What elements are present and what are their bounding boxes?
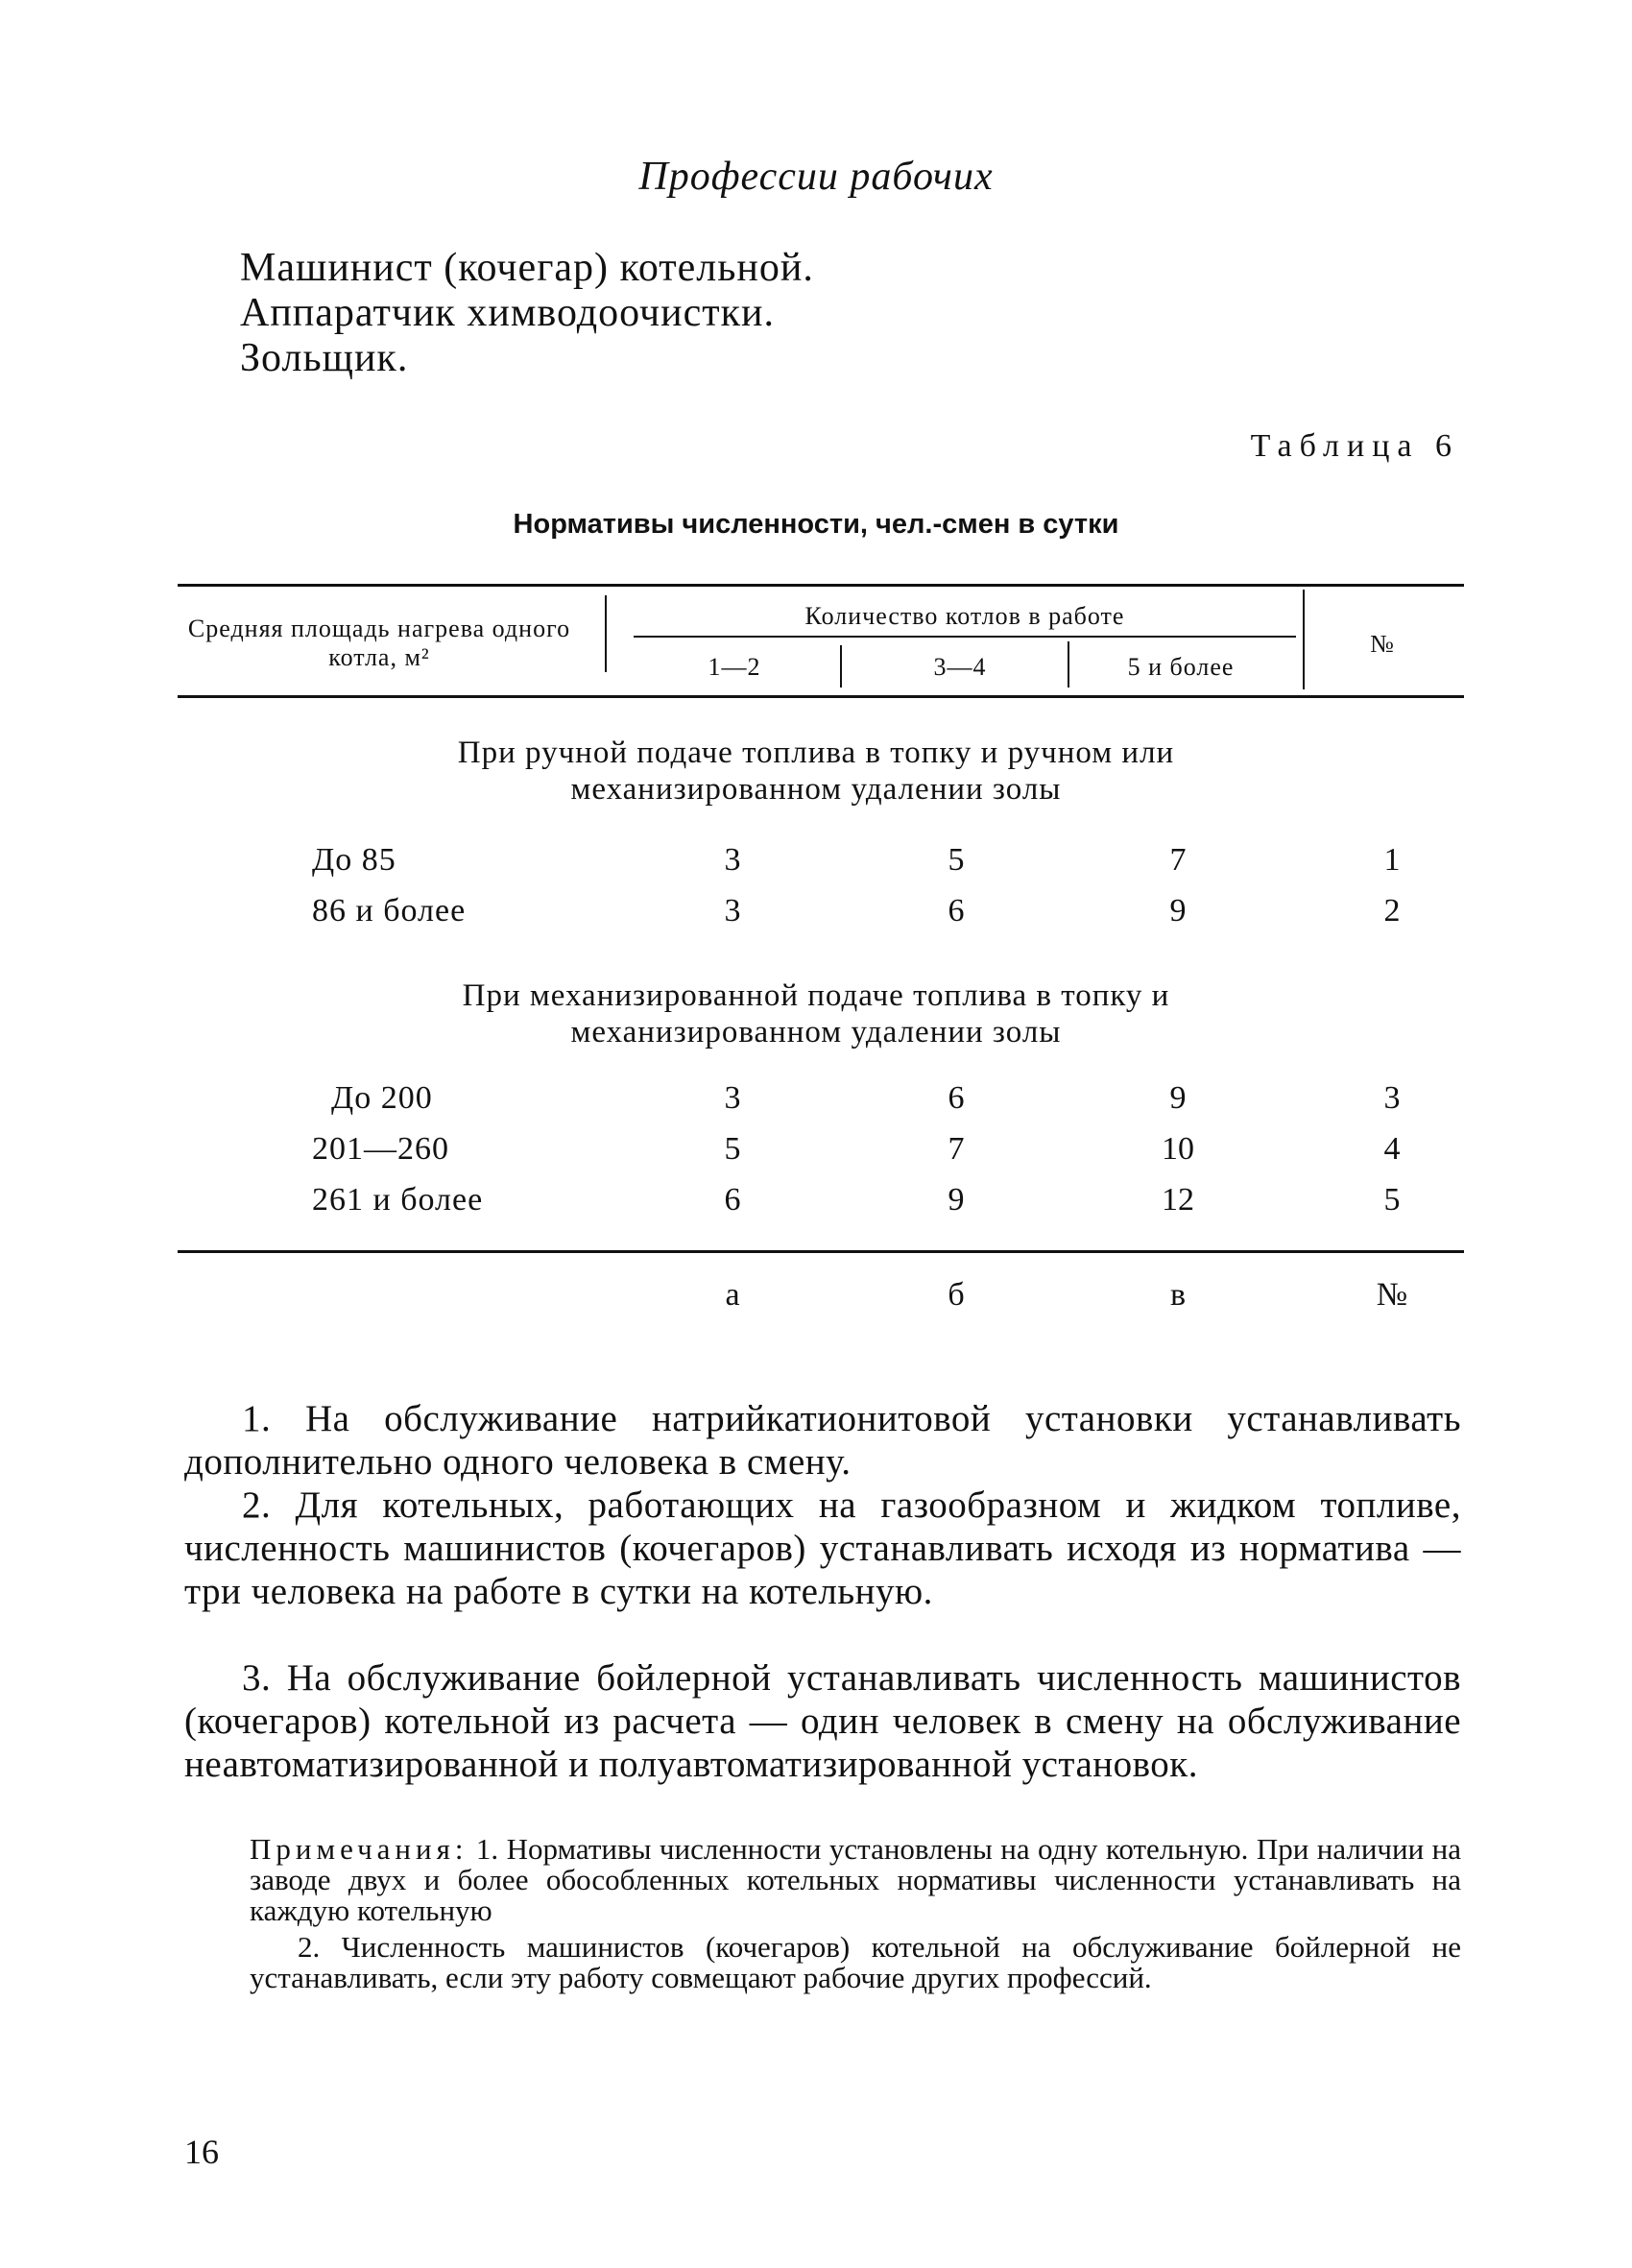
table-cell: 9 [1169,1080,1187,1116]
section-heading: При механизированной подаче топлива в топку и механизированном удалении золы [462,978,1170,1050]
table-cell: 3 [724,893,741,929]
table-label: Таблица 6 [1250,428,1459,464]
table-cell: 7 [1169,842,1187,878]
column-letter: в [1169,1277,1187,1313]
column-letter: № [1376,1277,1408,1313]
header-boilers: Количество котлов в работе [804,602,1125,630]
page-number: 16 [184,2133,219,2171]
subheader: 3—4 [933,653,987,681]
profession-item: Машинист (кочегар) котельной. [240,246,814,290]
header-divider [1303,590,1305,689]
row-label: 201—260 [312,1131,449,1167]
table-cell: 9 [948,1182,965,1218]
table-cell: 5 [724,1131,741,1167]
section-title: Профессии рабочих [638,155,994,199]
table-cell-number: 3 [1383,1080,1401,1116]
table-cell-number: 4 [1383,1131,1401,1167]
row-label: 261 и более [312,1182,484,1218]
subheader: 1—2 [708,653,761,681]
note-item: 2. Численность машинистов (кочегаров) котельной на обслуживание бойлерной не устанавливать, если эту работу совмещают рабочие других профессий. [250,1930,1461,1994]
table-cell: 3 [724,842,741,878]
column-letter: а [725,1277,740,1313]
paragraph: 1. На обслуживание натрийкатионитовой установки устанавливать дополнительно одного человека в смену. [184,1398,1461,1483]
header-subrule [634,636,1296,638]
table-cell: 5 [948,842,965,878]
row-label: 86 и более [312,893,467,929]
profession-item: Аппаратчик химводоочистки. [240,291,775,335]
header-divider [605,595,607,672]
table-cell: 6 [948,1080,965,1116]
row-label: До 200 [331,1080,433,1116]
header-area: Средняя площадь нагрева одного котла, м² [187,615,571,671]
header-number: № [1370,630,1395,658]
table-title: Нормативы численности, чел.-смен в сутки [513,509,1119,540]
table-cell: 6 [724,1182,741,1218]
notes-label: Примечания: [250,1832,468,1866]
header-divider [1068,641,1069,688]
table-cell-number: 2 [1383,893,1401,929]
header-divider [840,645,842,688]
table-top-rule [178,584,1464,587]
column-letter: б [948,1277,965,1313]
table-cell-number: 1 [1383,842,1401,878]
row-label: До 85 [312,842,396,878]
table-bottom-rule [178,1250,1464,1253]
table-cell-number: 5 [1383,1182,1401,1218]
table-cell: 6 [948,893,965,929]
table-cell: 7 [948,1131,965,1167]
table-cell: 9 [1169,893,1187,929]
header-bottom-rule [178,695,1464,698]
subheader: 5 и более [1127,653,1235,681]
table-cell: 10 [1162,1131,1194,1167]
paragraph: 3. На обслуживание бойлерной устанавливать численность машинистов (кочегаров) котельной из расчета — один человек в смену на обслуживание неавтоматизированной и полуавтоматизированной установок. [184,1657,1461,1785]
note-item: 1. Нормативы численности установлены на одну котельную. При наличии на заводе двух и более обособленных котельных нормативы численности устанавливать на каждую котельную [250,1832,1461,1927]
table-cell: 3 [724,1080,741,1116]
table-cell: 12 [1162,1182,1194,1218]
notes-block [250,1834,1461,1926]
paragraph: 2. Для котельных, работающих на газообразном и жидком топливе, численность машинистов (кочегаров) устанавливать исходя из норматива — три человека на работе в сутки на котельную. [184,1484,1461,1612]
profession-item: Зольщик. [240,336,409,380]
section-heading: При ручной подаче топлива в топку и ручном или механизированном удалении золы [457,736,1175,807]
